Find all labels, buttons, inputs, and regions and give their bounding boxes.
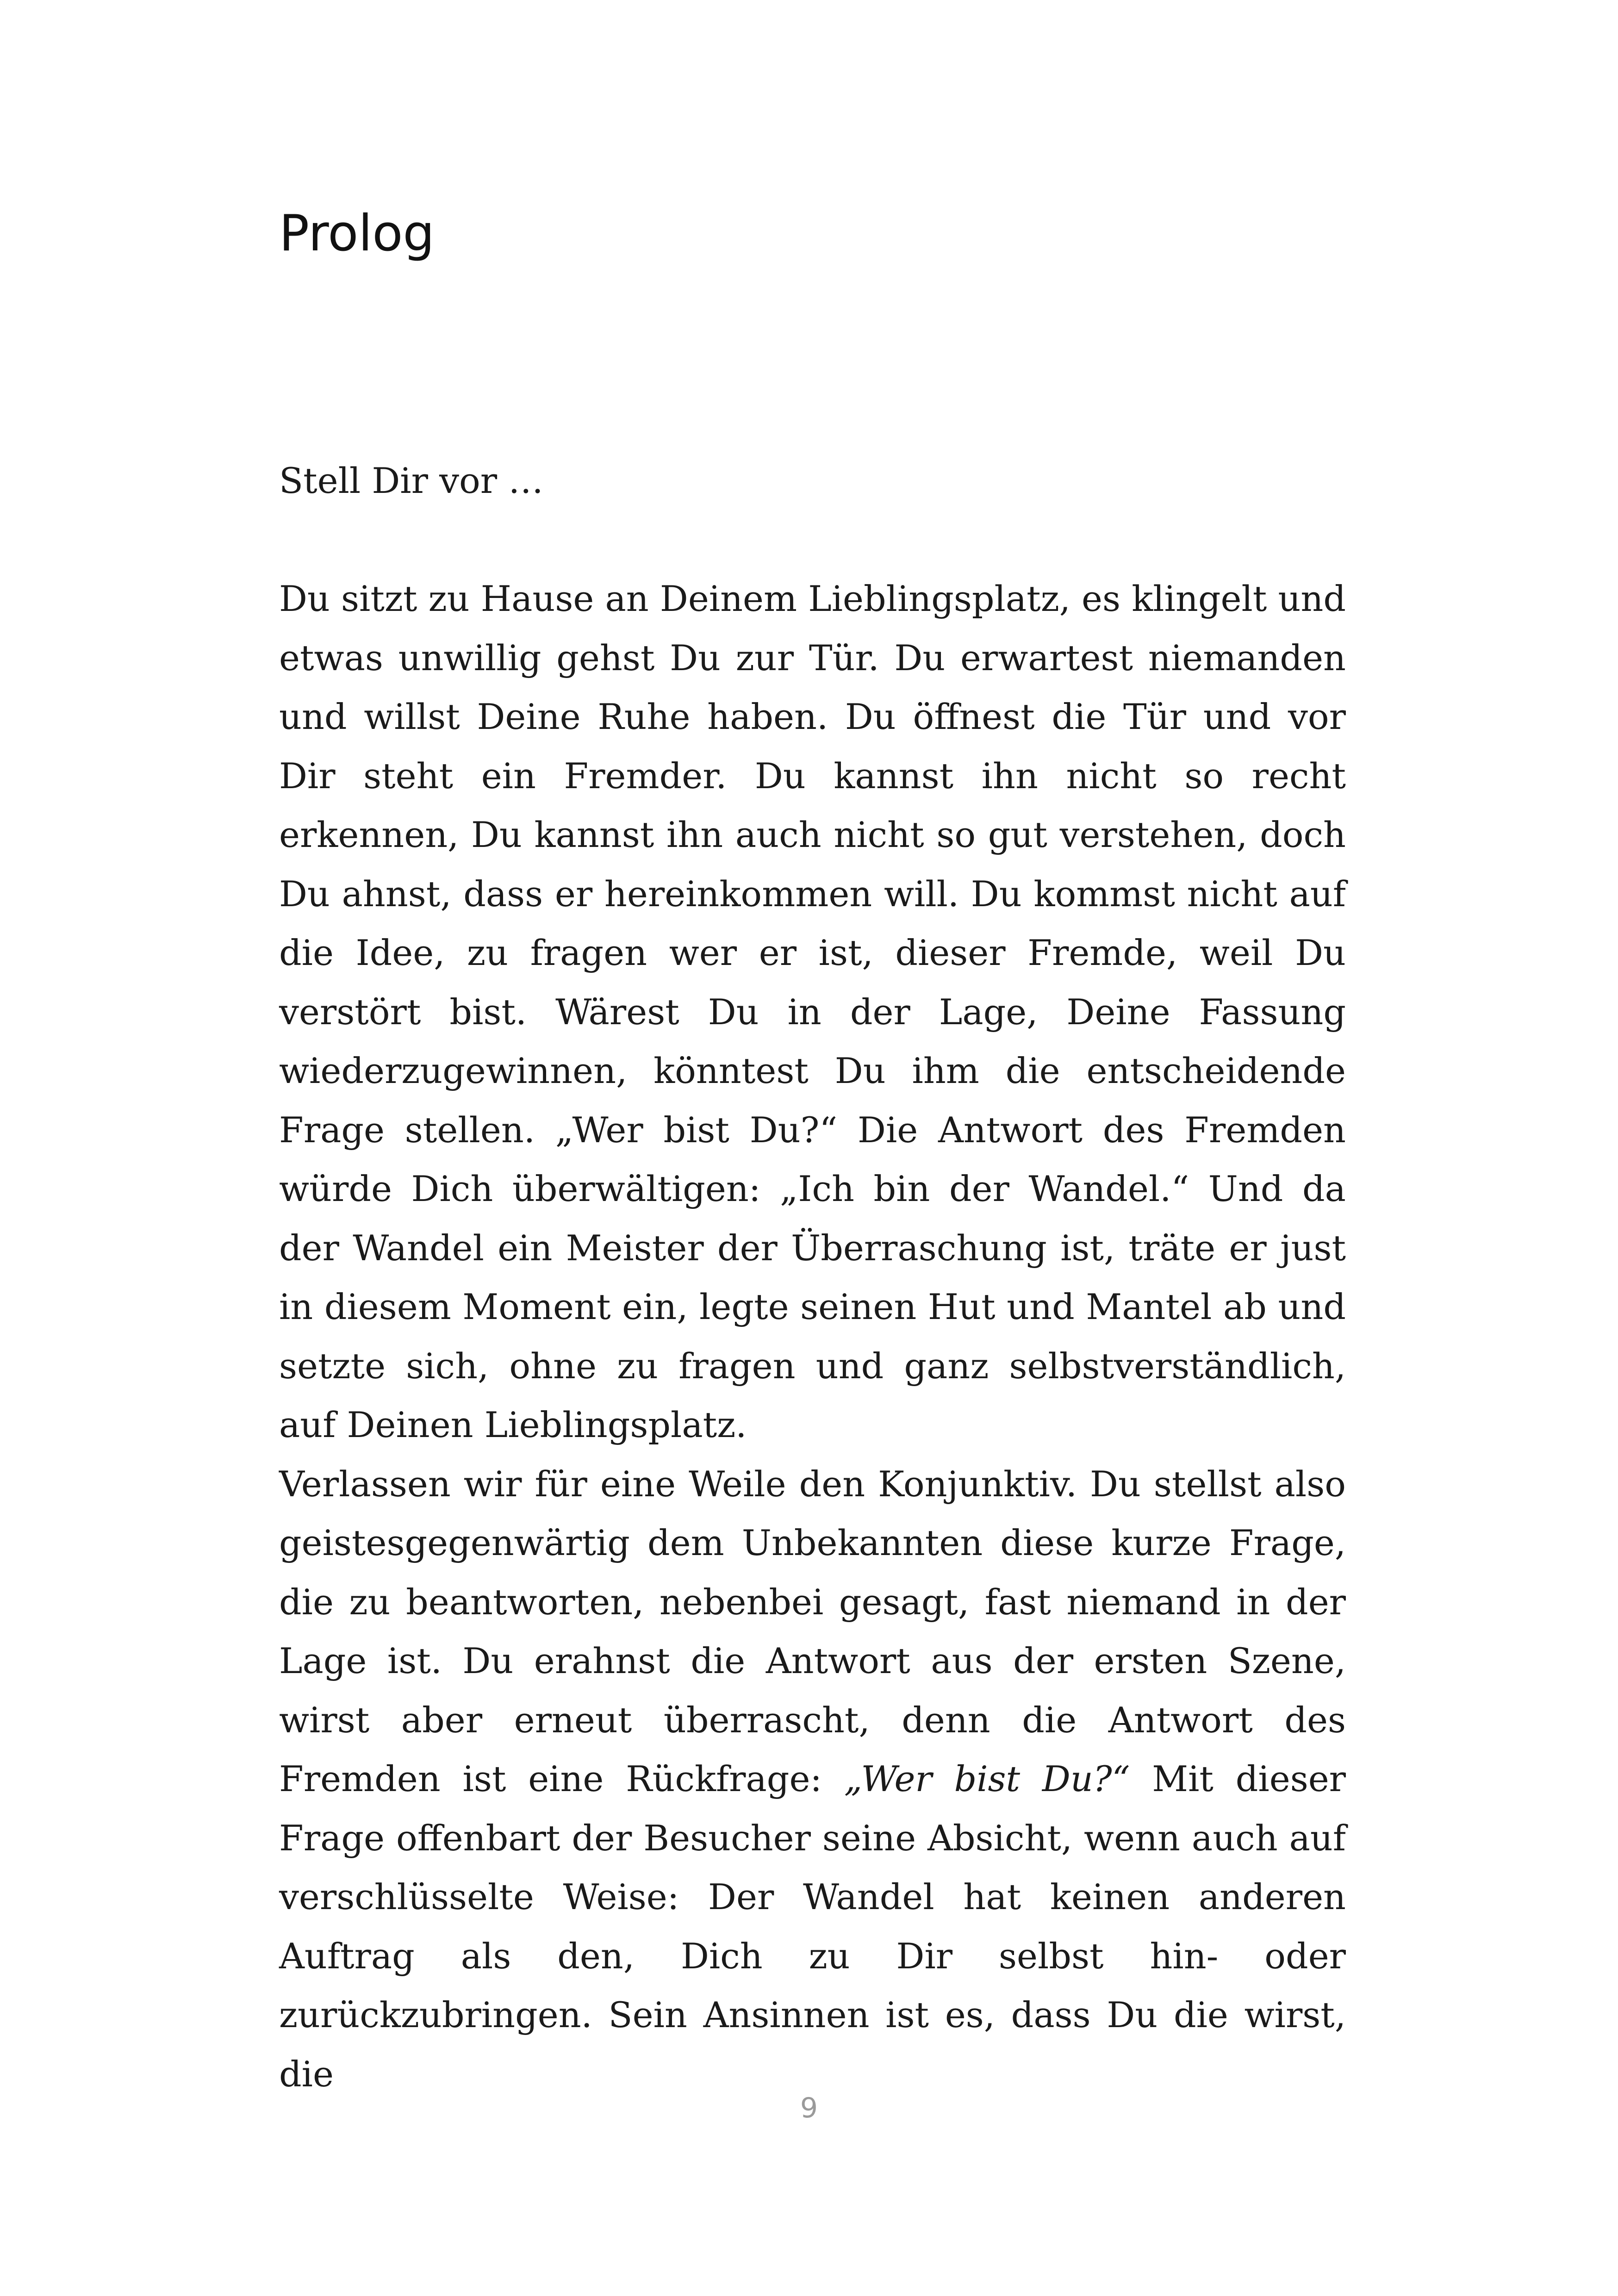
paragraph-2-text-after: Mit dieser Frage offenbart der Besucher seine Absicht, wenn auch auf verschlüsselte Weise: Der Wandel hat keinen anderen Auftrag als den, Dich zu Dir selbst hin- oder zurückzubringen. Sein Ansinnen ist es, dass Du die wirst, die [279,1758,1346,2095]
opening-line: Stell Dir vor … [279,460,544,501]
paragraph-2-text-before: Verlassen wir für eine Weile den Konjunktiv. Du stellst also geistesgegenwärtig dem Unbekannten diese kurze Frage, die zu beantworten, nebenbei gesagt, fast niemand in der Lage ist. Du erahnst die Antwort aus der ersten Szene, wirst aber erneut überrascht, denn die Antwort des Fremden ist eine Rückfrage: [279,1463,1346,1799]
paragraph-1: Du sitzt zu Hause an Deinem Lieblingsplatz, es klingelt und etwas unwillig gehst Du zur Tür. Du erwartest niemanden und willst Deine Ruhe haben. Du öffnest die Tür und vor Dir steht ein Fremder. Du kannst ihn nicht so recht erkennen, Du kannst ihn auch nicht so gut verstehen, doch Du ahnst, dass er hereinkommen will. Du kommst nicht auf die Idee, zu fragen wer er ist, dieser Fremde, weil Du verstört bist. Wärest Du in der Lage, Deine Fassung wiederzugewinnen, könntest Du ihm die entscheidende Frage stellen. „Wer bist Du?“ Die Antwort des Fremden würde Dich überwältigen: „Ich bin der Wandel.“ Und da der Wandel ein Meister der Überraschung ist, träte er just in diesem Moment ein, legte seinen Hut und Mantel ab und setzte sich, ohne zu fragen und ganz selbstverständlich, auf Deinen Lieblingsplatz. [279,578,1346,1445]
paragraph-2-emphasis: „Wer bist Du?“ [844,1758,1130,1799]
paragraph-2 [279,1455,1346,2104]
chapter-title: Prolog [279,205,435,262]
page-number: 9 [800,2092,818,2124]
body-text [279,451,1346,2103]
